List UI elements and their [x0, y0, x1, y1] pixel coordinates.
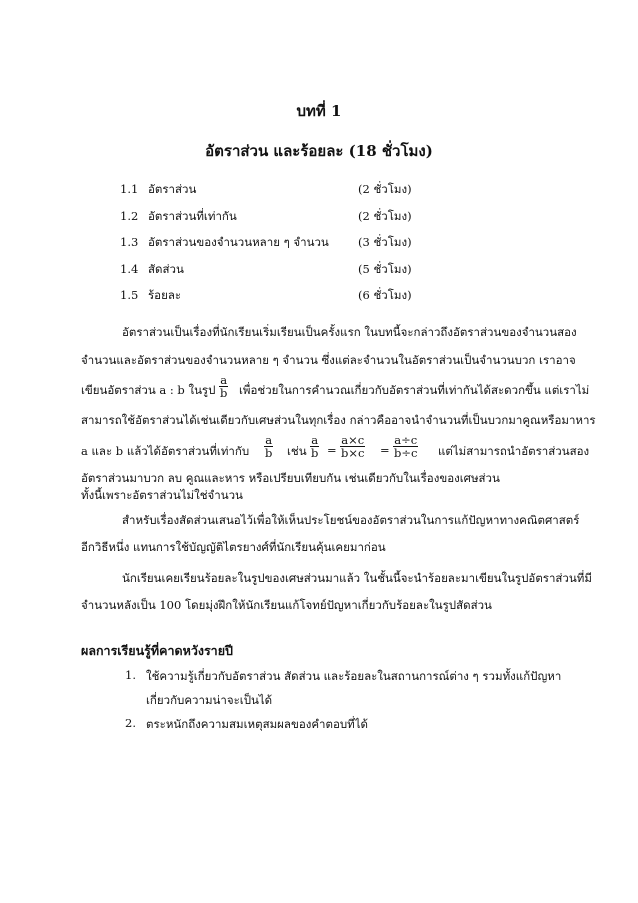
- fraction-a-over-b: $\frac{a}{b}$: [311, 433, 319, 460]
- equals-sign: =: [380, 443, 390, 457]
- outcome-text: เกี่ยวกับความน่าจะเป็นได้: [146, 693, 273, 707]
- topic-label: อัตราส่วน: [148, 182, 197, 196]
- outcome-text: ใช้ความรู้เกี่ยวกับอัตราส่วน สัดส่วน และร้อยละในสถานการณ์ต่าง ๆ รวมทั้งแก้ปัญหา: [146, 669, 562, 683]
- topic-item: [120, 287, 450, 314]
- paragraph-line: นักเรียนเคยเรียนร้อยละในรูปของเศษส่วนมาแล้ว ในชั้นนี้จะนำร้อยละมาเขียนในรูปอัตราส่วนที่มี: [122, 571, 592, 585]
- topic-hours: (5 ชั่วโมง): [358, 261, 412, 276]
- paragraph-line: สำหรับเรื่องสัดส่วนเสนอไว้เพื่อให้เห็นประโยชน์ของอัตราส่วนในการแก้ปัญหาทางคณิตศาสตร์: [122, 513, 580, 527]
- paragraph-line: เขียนอัตราส่วน a : b ในรูป: [81, 383, 216, 397]
- topic-list: [120, 181, 450, 314]
- topic-label: อัตราส่วนของจำนวนหลาย ๆ จำนวน: [148, 235, 329, 249]
- topic-number: 1.1: [120, 182, 139, 196]
- topic-label: สัดส่วน: [148, 261, 184, 276]
- chapter-subtitle: อัตราส่วน และร้อยละ (18 ชั่วโมง): [205, 142, 433, 160]
- topic-hours: (2 ชั่วโมง): [358, 208, 412, 223]
- equals-sign: =: [327, 443, 337, 457]
- paragraph-line: จำนวนและอัตราส่วนของจำนวนหลาย ๆ จำนวน ซึ่งแต่ละจำนวนในอัตราส่วนเป็นจำนวนบวก เราอาจ: [81, 353, 576, 367]
- paragraph-line: a และ b แล้วได้อัตราส่วนที่เท่ากับ: [81, 444, 250, 458]
- topic-label: อัตราส่วนที่เท่ากัน: [148, 208, 237, 223]
- fraction-a-over-b: $\frac{a}{b}$: [220, 373, 228, 400]
- fraction-a-over-b: $\frac{a}{b}$: [265, 433, 273, 460]
- topic-label: ร้อยละ: [148, 288, 182, 302]
- topic-item: [120, 181, 450, 208]
- topic-number: 1.4: [120, 261, 139, 276]
- outcome-number: 1.: [125, 668, 136, 682]
- outcome-text: ตระหนักถึงความสมเหตุสมผลของคำตอบที่ได้: [146, 717, 368, 731]
- paragraph-line: เพื่อช่วยในการคำนวณเกี่ยวกับอัตราส่วนที่เท่ากันได้สะดวกขึ้น แต่เราไม่: [239, 383, 590, 397]
- fraction-multiplied: $\frac{a\times c}{b\times c}$: [341, 433, 365, 460]
- paragraph-line: อีกวิธีหนึ่ง แทนการใช้บัญญัติไตรยางศ์ที่นักเรียนคุ้นเคยมาก่อน: [81, 540, 386, 554]
- topic-hours: (6 ชั่วโมง): [358, 288, 412, 302]
- fraction-divided: $\frac{a\div c}{b\div c}$: [394, 433, 418, 460]
- paragraph-line: อัตราส่วนเป็นเรื่องที่นักเรียนเริ่มเรียนเป็นครั้งแรก ในบทนี้จะกล่าวถึงอัตราส่วนของจำนวนสอง: [122, 325, 577, 339]
- outcome-number: 2.: [125, 716, 136, 730]
- paragraph-line: ทั้งนี้เพราะอัตราส่วนไม่ใช่จำนวน: [81, 488, 243, 502]
- paragraph-line: อัตราส่วนมาบวก ลบ คูณและหาร หรือเปรียบเทียบกัน เช่นเดียวกับในเรื่องของเศษส่วน: [81, 471, 500, 485]
- topic-number: 1.3: [120, 235, 139, 249]
- topic-number: 1.2: [120, 208, 139, 223]
- paragraph-line: เช่น: [287, 444, 307, 458]
- topic-hours: (3 ชั่วโมง): [358, 235, 412, 249]
- paragraph-line: สามารถใช้อัตราส่วนได้เช่นเดียวกับเศษส่วนในทุกเรื่อง กล่าวคืออาจนำจำนวนที่เป็นบวกมาคูณหรือมาหาร: [81, 413, 596, 427]
- topic-item: [120, 208, 450, 235]
- proportion-paragraph: [81, 512, 580, 562]
- paragraph-line: แต่ไม่สามารถนำอัตราส่วนสอง: [438, 444, 590, 458]
- topic-number: 1.5: [120, 288, 139, 302]
- percent-paragraph: [81, 570, 592, 620]
- topic-hours: (2 ชั่วโมง): [358, 182, 412, 196]
- topic-item: [120, 261, 450, 288]
- chapter-title: บทที่ 1: [296, 102, 342, 120]
- intro-paragraph: [81, 324, 596, 502]
- outcomes-heading: ผลการเรียนรู้ที่คาดหวังรายปี: [81, 643, 233, 658]
- paragraph-line: จำนวนหลังเป็น 100 โดยมุ่งฝึกให้นักเรียนแก้โจทย์ปัญหาเกี่ยวกับร้อยละในรูปสัดส่วน: [81, 598, 492, 612]
- topic-item: [120, 234, 450, 261]
